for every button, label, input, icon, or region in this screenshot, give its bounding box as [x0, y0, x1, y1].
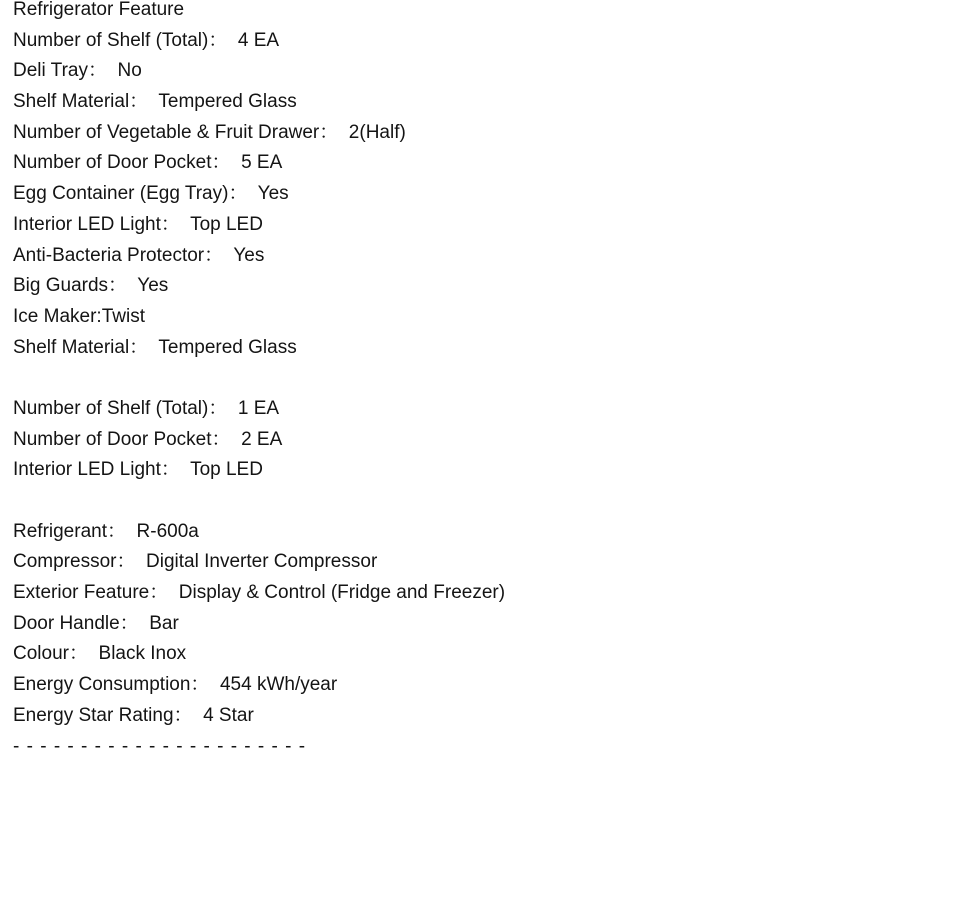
spec-line: Refrigerant： R-600a [13, 520, 199, 542]
spec-line: Deli Tray： No [13, 60, 142, 82]
spec-line: Number of Shelf (Total)： 4 EA [13, 29, 280, 51]
refrigerator-feature-heading: Refrigerator Feature [13, 0, 185, 20]
spec-line: Number of Vegetable & Fruit Drawer： 2(Half) [13, 121, 406, 143]
spec-line: Number of Door Pocket： 5 EA [13, 152, 283, 174]
spec-line: Egg Container (Egg Tray)： Yes [13, 183, 289, 205]
spec-line: Energy Consumption： 454 kWh/year [13, 674, 338, 696]
spec-line: Number of Shelf (Total)： 1 EA [13, 397, 280, 419]
dashed-separator: - - - - - - - - - - - - - - - - - - - - - - [13, 735, 307, 757]
blank-line [13, 486, 913, 517]
spec-line: Interior LED Light： Top LED [13, 213, 263, 235]
blank-line [13, 363, 913, 394]
spec-line: Compressor： Digital Inverter Compressor [13, 551, 378, 573]
spec-line: Number of Door Pocket： 2 EA [13, 428, 283, 450]
spec-document [13, 0, 913, 762]
spec-line: Interior LED Light： Top LED [13, 459, 263, 481]
spec-line: Energy Star Rating： 4 Star [13, 704, 254, 726]
spec-line: Exterior Feature： Display & Control (Fridge and Freezer) [13, 582, 506, 604]
spec-line: Colour： Black Inox [13, 643, 187, 665]
spec-line: Anti-Bacteria Protector： Yes [13, 244, 265, 266]
spec-line: Shelf Material： Tempered Glass [13, 336, 297, 358]
spec-line: Shelf Material： Tempered Glass [13, 91, 297, 113]
spec-line: Ice Maker:Twist [13, 305, 145, 327]
spec-line: Door Handle： Bar [13, 612, 179, 634]
spec-line: Big Guards： Yes [13, 275, 169, 297]
